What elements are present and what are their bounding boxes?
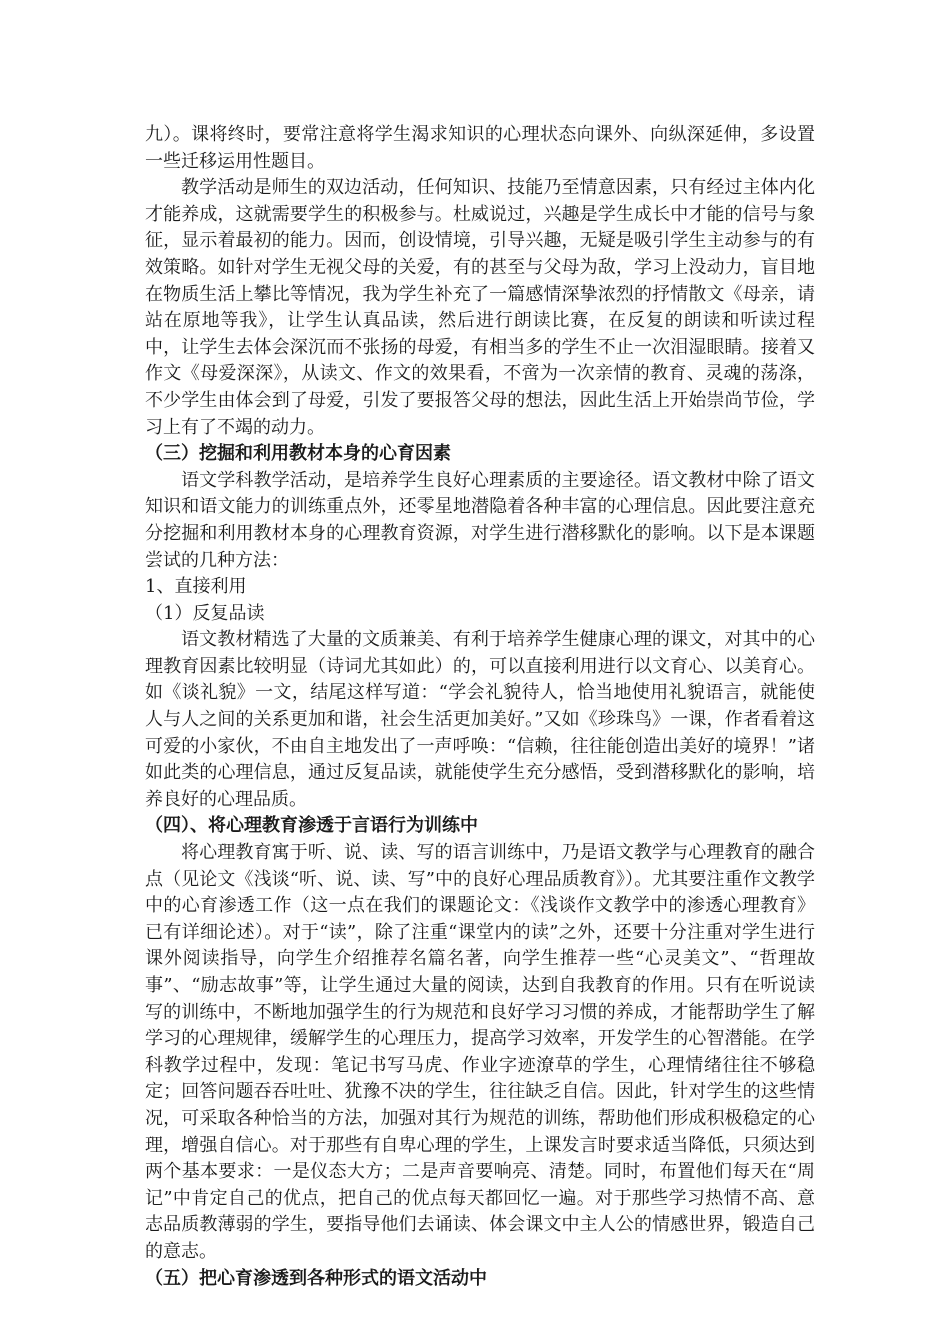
paragraph-interest-strategy: 教学活动是师生的双边活动，任何知识、技能乃至情意因素，只有经过主体内化才能养成，这就需要学生的积极参与。杜威说过，兴趣是学生成长中才能的信号与象征，显示着最初的能力。因而，创设情境，引导兴趣，无疑是吸引学生主动参与的有效策略。如针对学生无视父母的关爱，有的甚至与父母为敌，学习上没动力，盲目地在物质生活上攀比等情况，我为学生补充了一篇感情深挚浓烈的抒情散文《母亲，请站在原地等我》，让学生认真品读，然后进行朗读比赛，在反复的朗读和听读过程中，让学生去体会深沉而不张扬的母爱，有相当多的学生不止一次泪湿眼睛。接着又作文《母爱深深》，从读文、作文的效果看，不啻为一次亲情的教育、灵魂的荡涤，不少学生由体会到了母爱，引发了要报答父母的想法，因此生活上开始崇尚节俭，学习上有了不竭的动力。 xyxy=(145,177,815,438)
list-item-direct-use: 1、直接利用 xyxy=(145,576,247,598)
paragraph-repeated-reading: 语文教材精选了大量的文质兼美、有利于培养学生健康心理的课文，对其中的心理教育因素比较明显（诗词尤其如此）的，可以直接利用进行以文育心、以美育心。如《谈礼貌》一文，结尾这样写道：“学会礼貌待人，恰当地使用礼貌语言，就能使人与人之间的关系更加和谐，社会生活更加美好。”又如《珍珠鸟》一课，作者看着这可爱的小家伙，不由自主地发出了一声呼唤：“信赖，往往能创造出美好的境界！”诸如此类的心理信息，通过反复品读，就能使学生充分感悟，受到潜移默化的影响，培养良好的心理品质。 xyxy=(145,629,815,810)
list-subitem-repeated-reading: （1）反复品读 xyxy=(145,602,265,624)
document-body xyxy=(145,122,815,1292)
section-heading-5: （五）把心育渗透到各种形式的语文活动中 xyxy=(145,1267,487,1289)
paragraph-language-training: 将心理教育寓于听、说、读、写的语言训练中，乃是语文教学与心理教育的融合点（见论文《浅谈“听、说、读、写”中的良好心理品质教育》）。尤其要注重作文教学中的心育渗透工作（这一点在我们的课题论文：《浅谈作文教学中的渗透心理教育》已有详细论述）。对于“读”，除了注重“课堂内的读”之外，还要十分注重对学生进行课外阅读指导，向学生介绍推荐名篇名著，向学生推荐一些“心灵美文”、“哲理故事”、“励志故事”等，让学生通过大量的阅读，达到自我教育的作用。只有在听说读写的训练中，不断地加强学生的行为规范和良好学习习惯的养成，才能帮助学生了解学习的心理规律，缓解学生的心理压力，提高学习效率，开发学生的心智潜能。在学科教学过程中，发现：笔记书写马虎、作业字迹潦草的学生，心理情绪往往不够稳定；回答问题吞吞吐吐、犹豫不决的学生，往往缺乏自信。因此，针对学生的这些情况，可采取各种恰当的方法，加强对其行为规范的训练，帮助他们形成积极稳定的心理，增强自信心。对于那些有自卑心理的学生，上课发言时要求适当降低，只须达到两个基本要求：一是仪态大方；二是声音要响亮、清楚。同时，布置他们每天在“周记”中肯定自己的优点，把自己的优点每天都回忆一遍。对于那些学习热情不高、意志品质教薄弱的学生，要指导他们去诵读、体会课文中主人公的情感世界，锻造自己的意志。 xyxy=(145,842,815,1262)
section-heading-4: （四）、将心理教育渗透于言语行为训练中 xyxy=(145,815,478,837)
section-heading-3: （三）挖掘和利用教材本身的心育因素 xyxy=(145,443,451,465)
paragraph-continuation: 九）。课将终时，要常注意将学生渴求知识的心理状态向课外、向纵深延伸，多设置一些迁移运用性题目。 xyxy=(145,124,815,172)
paragraph-textbook-resources: 语文学科教学活动，是培养学生良好心理素质的主要途径。语文教材中除了语文知识和语文能力的训练重点外，还零星地潜隐着各种丰富的心理信息。因此要注意充分挖掘和利用教材本身的心理教育资源，对学生进行潜移默化的影响。以下是本课题尝试的几种方法： xyxy=(145,469,815,571)
